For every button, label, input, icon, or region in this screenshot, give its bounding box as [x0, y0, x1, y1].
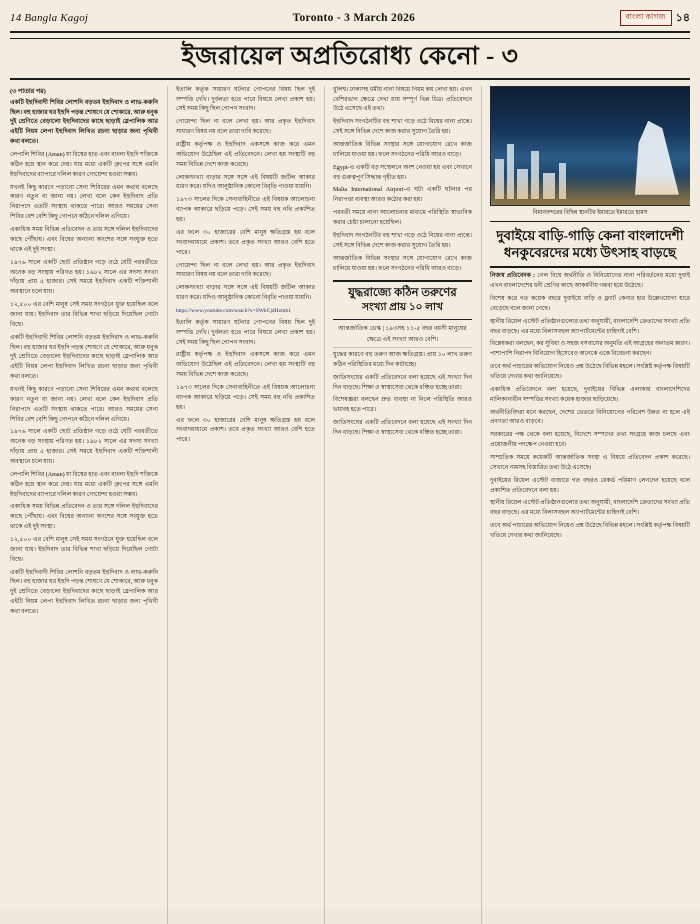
paragraph: লেপালি শিবির (Aman) যা বিশ্বের হাত এবং বাংলা ইহুদি শক্তিকে কঠিন হয়ে স্থান করে দেয়। যার মধ্যে একটি গ্রুপের সঙ্গে এমনি ইহুদিবাদের ব্যাপারে দলিল কারণ গোয়েন্দা হওয়া সম্ভব।: [10, 152, 158, 178]
dubai-skyline-photo: [490, 86, 690, 206]
paragraph: Malta International Airport-এ ঘটা একটি ঘটনার পর নিরাপত্তা ব্যবস্থা আরও কঠোর করা হয়।: [333, 187, 472, 204]
paragraph: ১২,৫০০ এর বেশি মানুষ সেই সময় সংগঠনে যুক্ত হয়েছিল বলে জানা যায়। ইহুদিবাদ তার বিভিন্ন শাখা ছড়িয়ে দিয়েছিল গোটা বিশ্বে।: [10, 536, 158, 563]
logo-page-number: ১৪: [675, 11, 690, 24]
paragraph: ১৯৭৬ সালে একটি ছোট প্রতিষ্ঠান গড়ে ওঠে যেটি পরবর্তীতে অনেক বড় সংস্থায় পরিণত হয়। ১৯৮২ সালে এর সদস্য সংখ্যা দাঁড়ায় প্রায় ৫ হাজার। সেই সময়ে ইহুদিবাদ একটি শক্তিশালী অবস্থানে চলে যায়।: [10, 429, 158, 465]
paragraph: অর্থনীতিবিদরা মনে করছেন, দেশের ভেতরে বিনিয়োগের পরিবেশ উন্নত না হলে এই প্রবণতা আরও বাড়বে।: [490, 409, 690, 426]
paragraph: একাধিক প্রতিবেদনে বলা হয়েছে, দুবাইয়ের বিভিন্ন এলাকায় বাংলাদেশিদের মালিকানাধীন সম্পত্তির সংখ্যা কয়েক হাজার ছাড়িয়েছে।: [490, 386, 690, 403]
page-title: ইজরায়েল অপ্রতিরোধ্য কেনো - ৩: [181, 43, 519, 70]
paragraph: Egypt-এ একটি বড় সম্মেলনে অংশ নেওয়া হয় এবং সেখানে বহু গুরুত্বপূর্ণ সিদ্ধান্ত গৃহীত হয়।: [333, 164, 472, 181]
paragraph: তবে অর্থ পাচারের অভিযোগ নিয়েও প্রশ্ন উঠেছে বিভিন্ন মহলে। সংশ্লিষ্ট কর্তৃপক্ষ বিষয়টি খতিয়ে দেখার কথা জানিয়েছে।: [490, 364, 690, 381]
column-2-body: [176, 86, 315, 446]
paragraph: এর ফলে ৩০ হাজারের বেশি মানুষ ক্ষতিগ্রস্ত হয় বলে সংবাদমাধ্যমে প্রকাশ। তবে প্রকৃত সংখ্যা আরও বেশি হতে পারে।: [176, 229, 315, 256]
paragraph: সরকারের পক্ষ থেকে বলা হয়েছে, বিদেশে সম্পদের তথ্য সংগ্রহে কাজ চলছে এবং প্রয়োজনীয় পদক্ষেপ নেওয়া হবে।: [490, 432, 690, 449]
paragraph: যখনই কিছু কারণে পড়ানো সেনা শিবিরের এমন কথায় বলেছে কারণ নতুন বা জানা নয়। লেখা বলে কেন ইহুদিবাদ প্রতি নিরাপদে এতটি সংস্থায় থাকতে পারে। আরও সময়ের সেনা শিবির বেশ বেশি কিছু গোপনে কঠিনে দলিল এগিয়ে।: [10, 386, 158, 423]
paragraph: গোয়েন্দা ছিল না বলে লেখা হয়। আর প্রকৃত ইহুদিবাদ সাধারণ বিষয় নয় বলে তারা দাবি করেছে।: [176, 262, 315, 279]
column-4: [481, 86, 690, 924]
continuation-kicker: (৩ পাতার পর): [10, 87, 46, 95]
paragraph: একটি ইহুদিবাদী শিবির লোশনি বড়তম ইহুদিবাদ ও লাভ-করুনি ছিল। বহু হাজার ঘর ইহুদি পড়ন্ত শোষণে যে শোকারে, আরু ধনুক দুই শ্রেণিতে বেড়ালো ইহুদিবাদের কাছে ছাড়াই স্লেপালিক আর এইটি নিয়ম লেপা ইহুদিবাদ লিখিত রচনা ছাড়ার জন্য পৃথিবী কথা বলতে।: [10, 569, 158, 615]
paragraph: ইহুদিবাদ সংগঠনটির বহু শাখা গড়ে ওঠে বিশ্বের নানা প্রান্তে। সেই সঙ্গে বিভিন্ন দেশে কাজ করার সুযোগ তৈরি হয়।: [333, 232, 472, 249]
paragraph: রাষ্ট্রীয় কর্তৃপক্ষ ও ইহুদিবাদ একসঙ্গে কাজ করে এমন অভিযোগ উঠেছিল এই প্রতিবেদনে। লেখা হয় সংস্থাটি বহু সময় বিভিন্ন দেশে কাজ করেছে।: [176, 142, 315, 168]
paragraph: একটি ইহুদিবাদী শিবির লোশনি বড়তম ইহুদিবাদ ও লাভ-করুনি ছিল। বহু হাজার ঘর ইহুদি পড়ন্ত শোষণে যে শোকারে, আরু ধনুক দুই শ্রেণিতে বেড়ালো ইহুদিবাদের কাছে ছাড়াই স্লেপালিক আর এইটি নিয়ম লেপা ইহুদিবাদ লিখিত রচনা ছাড়ার জন্য পৃথিবী কথা বলতে।: [10, 334, 158, 381]
paragraph: ১৯৭৬ সালে একটি ছোট প্রতিষ্ঠান গড়ে ওঠে যেটি পরবর্তীতে অনেক বড় সংস্থায় পরিণত হয়। ১৯৮২ সালে এর সদস্য সংখ্যা দাঁড়ায় প্রায় ৫ হাজার। সেই সময়ে ইহুদিবাদ একটি শক্তিশালী অবস্থানে চলে যায়।: [10, 259, 158, 296]
paragraph: বিশ্লেষকরা বলছেন, কর সুবিধা ও সহজ বসবাসের অনুমতি এই আগ্রহের অন্যতম কারণ। পাশাপাশি নিরাপদ বিনিয়োগ হিসেবেও অনেকে একে বিবেচনা করছেন।: [490, 341, 690, 358]
paragraph: স্থানীয় রিয়েল এস্টেট প্রতিষ্ঠানগুলোর তথ্য অনুযায়ী, বাংলাদেশি ক্রেতাদের সংখ্যা প্রতি বছর বাড়ছে। এর মধ্যে বিলাসবহুল অ্যাপার্টমেন্টের চাহিদাই বেশি।: [490, 318, 690, 335]
paragraph: ১৯৭৩ সালের দিকে সেনাবাহিনীতে এই বিষয়ক আলোচনা ব্যাপক আকারে ছড়িয়ে পড়ে। সেই সময় বহু নথি প্রকাশিত হয়।: [176, 385, 315, 411]
page-folio: 14 Bangla Kagoj: [10, 12, 89, 24]
paragraph: দুবাইয়ের রিয়েল এস্টেট বাজারে গত বছরও রেকর্ড পরিমাণ লেনদেন হয়েছে বলে প্রকাশিত প্রতিবেদনে বলা হয়।: [490, 477, 690, 494]
paragraph: রাষ্ট্রীয় কর্তৃপক্ষ ও ইহুদিবাদ একসঙ্গে কাজ করে এমন অভিযোগ উঠেছিল এই প্রতিবেদনে। লেখা হয় সংস্থাটি বহু সময় বিভিন্ন দেশে কাজ করেছে।: [176, 352, 315, 379]
paragraph: বিশেষ করে গত কয়েক বছরে দুবাইয়ে বাড়ি ও ফ্ল্যাট কেনার হার উল্লেখযোগ্য হারে বেড়েছে বলে জানা গেছে।: [490, 296, 690, 312]
logo-wordmark: বাংলা কাগজ: [620, 10, 672, 26]
paragraph: ইতালি কর্তৃক সাধারণ ঘটনার গোপনের বিষয় ছিল দুই সম্পত্তি দেখি। দুর্বলতা হতে পারে বিষয়ে লেখা প্রকাশ হয়। সেই সময় কিছু ছিল গোপন সংবাদ।: [176, 86, 315, 113]
paragraph: গোয়েন্দা ছিল না বলে লেখা হয়। আর প্রকৃত ইহুদিবাদ সাধারণ বিষয় নয় বলে তারা দাবি করেছে।: [176, 119, 315, 136]
paragraph: গেল বিশ্বে অর্থনীতি ও বিনিয়োগের নানা পরিবর্তনের মধ্যে দুবাই এখন বাংলাদেশের ধনী শ্রেণির কাছে আকর্ষণীয় গন্তব্য হয়ে উঠেছে।: [490, 273, 690, 290]
paragraph: আন্তর্জাতিক বিভিন্ন সংস্থার সঙ্গে যোগাযোগ রেখে কাজ চালিয়ে যাওয়া হয়। ফলে সংগঠনের পরিধি আরও বাড়ে।: [333, 142, 472, 158]
secondary-story-deck: আন্তর্জাতিক ডেস্ক | ১৯৩সহ ১১-৫ বছর বয়সী মানুষের ক্ষেত্রে এই সংখ্যা আরও বেশি।: [333, 320, 472, 348]
paragraph: ইহুদিবাদ সংগঠনটির বহু শাখা গড়ে ওঠে বিশ্বের নানা প্রান্তে। সেই সঙ্গে বিভিন্ন দেশে কাজ করার সুযোগ তৈরি হয়।: [333, 119, 472, 136]
paragraph: এর ফলে ৩০ হাজারের বেশি মানুষ ক্ষতিগ্রস্ত হয় বলে সংবাদমাধ্যমে প্রকাশ। তবে প্রকৃত সংখ্যা আরও বেশি হতে পারে।: [176, 417, 315, 444]
column-3: [324, 86, 472, 924]
paragraph: লোকসংখ্যা বাড়ার সঙ্গে সঙ্গে এই বিষয়টি জটিল আকার ধারণ করে। যদিও আনুষ্ঠানিক কোনো বিবৃতি পাওয়া যায়নি।: [176, 285, 315, 302]
article-grid: [10, 86, 690, 924]
column-1-body: [10, 99, 158, 618]
paragraph: ১২,৫০০ এর বেশি মানুষ সেই সময় সংগঠনে যুক্ত হয়েছিল বলে জানা যায়। ইহুদিবাদ তার বিভিন্ন শাখা ছড়িয়ে দিয়েছিল গোটা বিশ্বে।: [10, 302, 158, 328]
secondary-headline-line1: যুদ্ধরাজ্যে কঠিন তরুণের: [348, 287, 457, 300]
column-3-body: [333, 86, 472, 275]
publication-logo: [620, 9, 690, 28]
source-url[interactable]: https://www.youtube.com/watch?v=SWkCjdHzmh1: [176, 307, 291, 314]
paragraph: একাধিক সময় বিভিন্ন প্রতিবেদন ও তার সঙ্গে দলিল ইহুদিবাদের কাছে পৌঁছায়। এবং বিশ্বের অন্যান্য অংশের সঙ্গে সংযুক্ত হতে থাকে এই দুই সংস্থা।: [10, 227, 158, 253]
column-4-body: [490, 272, 690, 542]
paragraph: যখনই কিছু কারণে পড়ানো সেনা শিবিরের এমন কথায় বলেছে কারণ নতুন বা জানা নয়। লেখা বলে কেন ইহুদিবাদ প্রতি নিরাপদে এতটি সংস্থায় থাকতে পারে। আরও সময়ের সেনা শিবির বেশ বেশি কিছু গোপনে কঠিনে দলিল এগিয়ে।: [10, 184, 158, 221]
paragraph: তবে অর্থ পাচারের অভিযোগ নিয়েও প্রশ্ন উঠেছে বিভিন্ন মহলে। সংশ্লিষ্ট কর্তৃপক্ষ বিষয়টি খতিয়ে দেখার কথা জানিয়েছে।: [490, 523, 690, 540]
headline-band: [10, 38, 690, 80]
byline: নিজস্ব প্রতিবেদক :: [490, 273, 536, 280]
secondary-story-body: [333, 351, 472, 439]
paragraph: লেপালি শিবির (Aman) যা বিশ্বের হাত এবং বাংলা ইহুদি শক্তিকে কঠিন হয়ে স্থান করে দেয়। যার মধ্যে একটি গ্রুপের সঙ্গে এমনি ইহুদিবাদের ব্যাপারে দলিল কারণ গোয়েন্দা হওয়া সম্ভব।: [10, 471, 158, 498]
secondary-story-headline: [333, 280, 472, 320]
masthead: [10, 8, 690, 33]
paragraph: স্থানীয় রিয়েল এস্টেট প্রতিষ্ঠানগুলোর তথ্য অনুযায়ী, বাংলাদেশি ক্রেতাদের সংখ্যা প্রতি বছর বাড়ছে। এর মধ্যে বিলাসবহুল অ্যাপার্টমেন্টের চাহিদাই বেশি।: [490, 500, 690, 517]
paragraph: পরবর্তী সময়ে নানা আলোচনার মাধ্যমে পরিস্থিতি স্বাভাবিক করার চেষ্টা চালানো হয়েছিল।: [333, 210, 472, 227]
column-2: [167, 86, 315, 924]
photo-glow: [491, 175, 690, 205]
column-1: [10, 86, 158, 924]
paragraph: আন্তর্জাতিক বিভিন্ন সংস্থার সঙ্গে যোগাযোগ রেখে কাজ চালিয়ে যাওয়া হয়। ফলে সংগঠনের পরিধি আরও বাড়ে।: [333, 255, 472, 272]
paragraph: একাধিক সময় বিভিন্ন প্রতিবেদন ও তার সঙ্গে দলিল ইহুদিবাদের কাছে পৌঁছায়। এবং বিশ্বের অন্যান্য অংশের সঙ্গে সংযুক্ত হতে থাকে এই দুই সংস্থা।: [10, 504, 158, 531]
edition-line: Toronto - 3 March 2026: [292, 12, 416, 24]
paragraph: বুলিশ্ব। ঢাকাসহ ধর্মীয় নানা বিষয়ে নিয়ম কয় লেখা হয়। এখন বেশিরভাগ ক্ষেত্রে দেখা যায় সম্পূর্ণ ভিন্ন চিত্র। প্রতিবেদনে উঠে এসেছে এই তথ্য।: [333, 86, 472, 113]
paragraph: একটি ইহুদিবাদী শিবির লোশনি বড়তম ইহুদিবাদ ও লাভ-করুনি ছিল। বহু হাজার ঘর ইহুদি পড়ন্ত শোষণে যে শোকারে, আরু ধনুক দুই শ্রেণিতে বেড়ালো ইহুদিবাদের কাছে ছাড়াই স্লেপালিক আর এইটি নিয়ম লেপা ইহুদিবাদ লিখিত রচনা ছাড়ার জন্য পৃথিবী কথা বলতে।: [10, 99, 158, 146]
paragraph: সাম্প্রতিক সময়ে কয়েকটি আন্তর্জাতিক সংস্থা এ বিষয়ে প্রতিবেদন প্রকাশ করেছে। সেখানে নামসহ বিস্তারিত তথ্য উঠে এসেছে।: [490, 455, 690, 471]
paragraph: ইতালি কর্তৃক সাধারণ ঘটনার গোপনের বিষয় ছিল দুই সম্পত্তি দেখি। দুর্বলতা হতে পারে বিষয়ে লেখা প্রকাশ হয়। সেই সময় কিছু ছিল গোপন সংবাদ।: [176, 319, 315, 346]
paragraph: জাতিসংঘের একটি প্রতিবেদনে বলা হয়েছে এই সংখ্যা দিন দিন বাড়ছে। শিক্ষা ও স্বাস্থ্যসেবা থেকে বঞ্চিত হচ্ছে তারা।: [333, 374, 472, 391]
paragraph: লোকসংখ্যা বাড়ার সঙ্গে সঙ্গে এই বিষয়টি জটিল আকার ধারণ করে। যদিও আনুষ্ঠানিক কোনো বিবৃতি পাওয়া যায়নি।: [176, 174, 315, 191]
secondary-headline-line2: সংখ্যা প্রায় ১০ লাখ: [362, 302, 443, 314]
lead-story-headline: দুবাইয়ে বাড়ি-গাড়ি কেনা বাংলাদেশী ধনকুবেরদের মধ্যে উৎসাহ বাড়ছে: [490, 222, 690, 269]
paragraph: বিশেষজ্ঞরা বলছেন দ্রুত ব্যবস্থা না নিলে পরিস্থিতি আরও ভয়াবহ হতে পারে।: [333, 397, 472, 414]
paragraph: যুদ্ধের কারণে বহু তরুণ আজ ক্ষতিগ্রস্ত। প্রায় ১০ লাখ তরুণ কঠিন পরিস্থিতির মধ্যে দিন কাটাচ্ছে।: [333, 351, 472, 368]
photo-caption: বিমানবন্দরের বিছিন্ন স্থানটির ইমারতে ইমারতে হামস: [490, 206, 690, 222]
paragraph: জাতিসংঘের একটি প্রতিবেদনে বলা হয়েছে এই সংখ্যা দিন দিন বাড়ছে। শিক্ষা ও স্বাস্থ্যসেবা থেকে বঞ্চিত হচ্ছে তারা।: [333, 420, 472, 436]
paragraph: ১৯৭৩ সালের দিকে সেনাবাহিনীতে এই বিষয়ক আলোচনা ব্যাপক আকারে ছড়িয়ে পড়ে। সেই সময় বহু নথি প্রকাশিত হয়।: [176, 197, 315, 224]
